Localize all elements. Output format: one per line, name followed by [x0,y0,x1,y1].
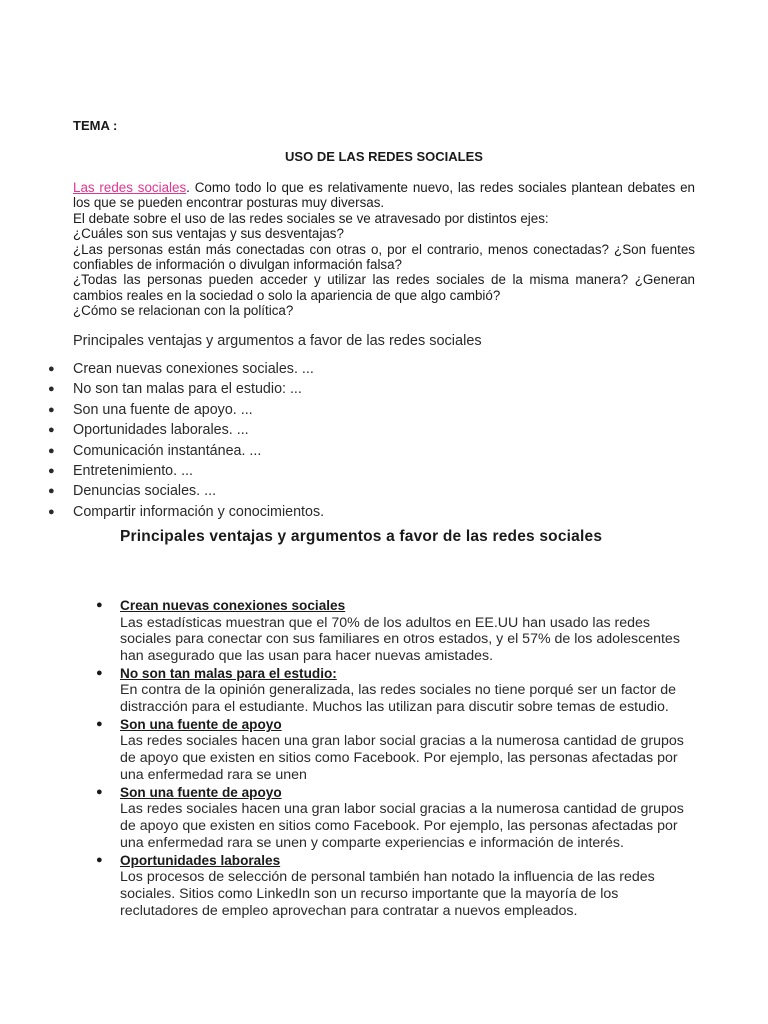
list-item-text: Los procesos de selección de personal también han notado la influencia de las redes sociales. Sitios como LinkedIn son un recurso importante que la mayoría de los reclutadores de empleo aprovechan para contratar a nuevos empleados. [120,869,655,919]
list-item-text: Compartir información y conocimientos. [73,503,325,520]
bullet-icon: ● [96,853,103,866]
intro-line-6: ¿Cómo se relacionan con la política? [73,303,294,319]
list-item-text: Las redes sociales hacen una gran labor social gracias a la numerosa cantidad de grupos de apoyo que existen en sitios como Facebook. Por ejemplo, las personas afectadas por una enfermedad rara se unen y comparte experiencias e información de interés. [120,801,684,851]
bullet-icon: ● [48,403,55,416]
intro-line-2: El debate sobre el uso de las redes sociales se ve atravesado por distintos ejes: [73,210,549,226]
list-item [93,666,693,716]
list-item [44,481,324,501]
document-title: USO DE LAS REDES SOCIALES [285,149,483,164]
intro-line-1 [73,180,695,211]
bullet-icon: ● [48,485,55,498]
list-item-title: Son una fuente de apoyo [120,716,282,732]
list-item-text: Son una fuente de apoyo. ... [73,401,253,418]
bullet-icon: ● [96,785,103,798]
redes-sociales-link[interactable]: Las redes sociales [73,180,187,195]
list-item-title: Son una fuente de apoyo [120,784,282,800]
bullet-icon: ● [48,464,55,477]
list-item [44,461,324,481]
list-item-text: Entretenimiento. ... [73,462,193,479]
list-item-text: Crean nuevas conexiones sociales. ... [73,361,314,377]
list-item-text: Las estadísticas muestran que el 70% de los adultos en EE.UU han usado las redes sociales para conectar con sus familiares en otros estados, y el 57% de los adolescentes han asegurado que las usan para hacer nuevas amistades. [120,614,680,665]
list-item-text: Denuncias sociales. ... [73,483,217,500]
list-item-text: Oportunidades laborales. ... [73,422,249,439]
list-item [44,400,324,420]
list-item [44,359,324,379]
bullet-icon: ● [96,666,103,679]
bullet-icon: ● [48,505,55,518]
list-item-text: En contra de la opinión generalizada, las redes sociales no tiene porqué ser un factor de distracción para el estudiante. Muchos las utilizan para discutir sobre temas de estudio. [120,682,677,716]
list-item [93,785,693,852]
list-item [44,441,324,461]
bullet-icon: ● [96,599,103,611]
bullet-icon: ● [96,717,103,730]
bullet-icon: ● [48,363,55,375]
bullet-icon: ● [48,383,55,396]
list-item-text: No son tan malas para el estudio: ... [73,381,302,398]
list-item [44,379,324,399]
list-item-title: Oportunidades laborales [120,852,281,868]
list-item [93,853,693,920]
list-item [93,717,693,784]
bullet-icon: ● [48,444,55,457]
list-item-text: Comunicación instantánea. ... [73,442,262,459]
section1-heading: Principales ventajas y argumentos a favor de las redes sociales [73,333,482,349]
list-item-text: Las redes sociales hacen una gran labor social gracias a la numerosa cantidad de grupos de apoyo que existen en sitios como Facebook. Por ejemplo, las personas afectadas por una enfermedad rara se unen [120,733,684,784]
list-item [44,420,324,440]
bullet-icon: ● [48,424,55,437]
list-item [93,598,693,665]
intro-paragraph [73,180,695,319]
intro-line-5: ¿Todas las personas pueden acceder y utilizar las redes sociales de la misma manera? ¿Generan cambios reales en la sociedad o solo la apariencia de que algo cambió? [73,272,695,303]
intro-line-3: ¿Cuáles son sus ventajas y sus desventajas? [73,226,344,242]
section1-list [44,359,324,522]
list-item [44,502,324,522]
tema-label: TEMA : [73,118,118,133]
section2-heading: Principales ventajas y argumentos a favor de las redes sociales [120,528,603,545]
list-item-title: No son tan malas para el estudio: [120,665,337,681]
intro-line-4: ¿Las personas están más conectadas con otras o, por el contrario, menos conectadas? ¿Son fuentes confiables de información o divulgan información falsa? [73,241,695,273]
section2-list [93,598,693,921]
list-item-title: Crean nuevas conexiones sociales [120,598,346,613]
intro-line-1-text: . Como todo lo que es relativamente nuevo, las redes sociales plantean debates en los que se pueden encontrar posturas muy diversas. [73,180,696,211]
